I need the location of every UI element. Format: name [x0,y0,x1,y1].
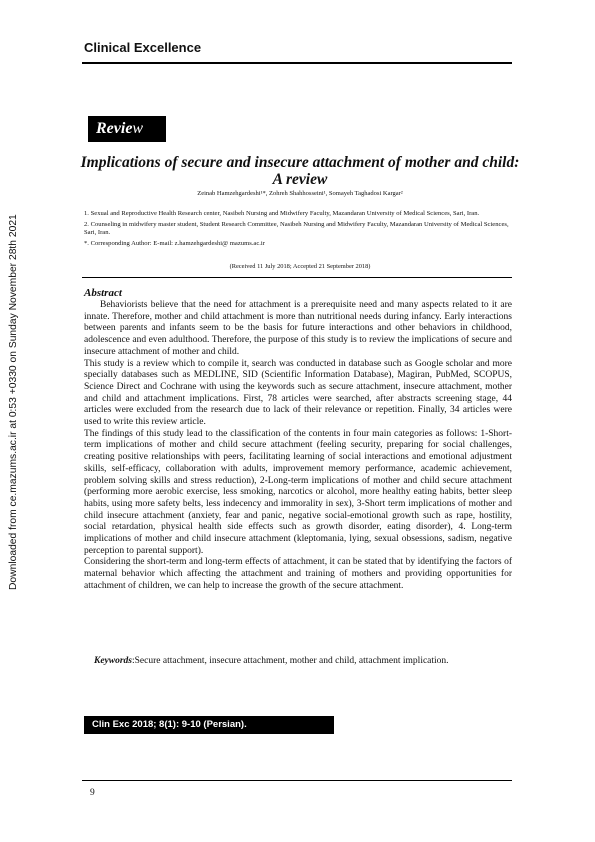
affiliation-2: 2. Counseling in midwifery master student, Student Research Committee, Nasibeh Nursing and Midwifery Faculty, Mazandaran University of Medical Sciences, Sari, Iran. [84,220,509,237]
corresponding-author: *. Corresponding Author: E-mail: z.hamzehgardeshi@ mazums.ac.ir [84,239,265,247]
footer-rule [82,780,512,781]
abstract-paragraph-findings: The findings of this study lead to the classification of the contents in four main categories as follows: 1-Short-term implications of mother and child secure attachment (feeling security, preparing for social challenges, creating positive relationships with peers, facilitating learning of social interactions and emotional adjustment skills, self-efficacy, collaboration with adults, improvement memory performance, academic achievement, problem solving skills and stress reduction), 2-Long-term implications of mother and child secure attachment (performing more aerobic exercise, less smoking, narcotics or alcohol, more healthy eating habits, better sleep habits, using more safety belts, less indecency and immorality in sex), 3-Short term implications of mother and child insecure attachment (anxiety, fear and panic, negative social-emotional growth such as rape, hostility, social retardation, physical health side effects such as growth disorder, eating disorder), 4. Long-term implications of mother and child insecure attachment (kleptomania, lying, sexual obsessions, sadism, negative perception to parental support). [84,428,512,556]
keywords-text: :Secure attachment, insecure attachment, mother and child, attachment implication. [132,656,449,666]
abstract-heading: Abstract [84,287,122,299]
title-line-1: Implications of secure and insecure attachment of mother and child: [80,154,520,171]
citation-badge: Clin Exc 2018; 8(1): 9-10 (Persian). [84,716,334,734]
abstract-paragraph-methods: This study is a review which to compile it, search was conducted in database such as Google scholar and more specially databases such as MEDLINE, SID (Scientific Information Database), Magiran, PubMed, SCOPUS, Science Direct and Cochrane with using the keywords such as secure attachment, insecure attachment, mother and child and attachment implications. First, 78 articles were searched, after abstracts screening stage, 44 articles were excluded from the research due to lack of their relevance or repetition. Finally, 34 articles were used to write this review article. [84,358,512,428]
keywords [94,656,514,666]
title-line-2: A review [272,171,328,188]
journal-name: Clinical Excellence [84,40,202,55]
received-dates: (Received 11 July 2018; Accepted 21 September 2018) [229,263,371,270]
keywords-label: Keywords [94,656,132,666]
author-list: Zeinab Hamzehgardeshi¹*, Zohreh Shahhosseini¹, Somayeh Taghadosi Kargar² [197,190,403,197]
article-title [80,154,520,188]
page-number: 9 [90,788,95,798]
affiliation-1: 1. Sexual and Reproductive Health Research center, Nasibeh Nursing and Midwifery Faculty, Mazandaran University of Medical Sciences, Sari, Iran. [84,210,480,217]
abstract-paragraph-background: Behaviorists believe that the need for attachment is a prerequisite need and many aspects related to it are innate. Therefore, mother and child attachment is more than nutritional needs during infancy. Early interactions between parents and infants seem to be the basis for future interactions and other behaviors in childhood, adolescence and even adulthood. Therefore, the purpose of this study is to review the implications of secure and insecure attachment of mother and child. [84,300,512,357]
download-notice-text: Downloaded from ce.mazums.ac.ir at 0:53 +0330 on Sunday November 28th 2021 [8,214,19,590]
article-type-bold: Revie [96,120,133,137]
abstract-paragraph-conclusion: Considering the short-term and long-term effects of attachment, it can be stated that by identifying the factors of maternal behavior which affecting the attachment and training of mothers and providing opportunities for attachment of children, we can help to increase the growth of the secure attachment. [84,557,512,591]
article-type-rest: w [132,120,144,137]
section-rule [82,277,512,278]
article-type-badge [88,116,166,142]
affiliations [84,210,512,250]
download-notice [6,160,26,590]
abstract-body [84,300,512,593]
header-rule [82,62,512,64]
